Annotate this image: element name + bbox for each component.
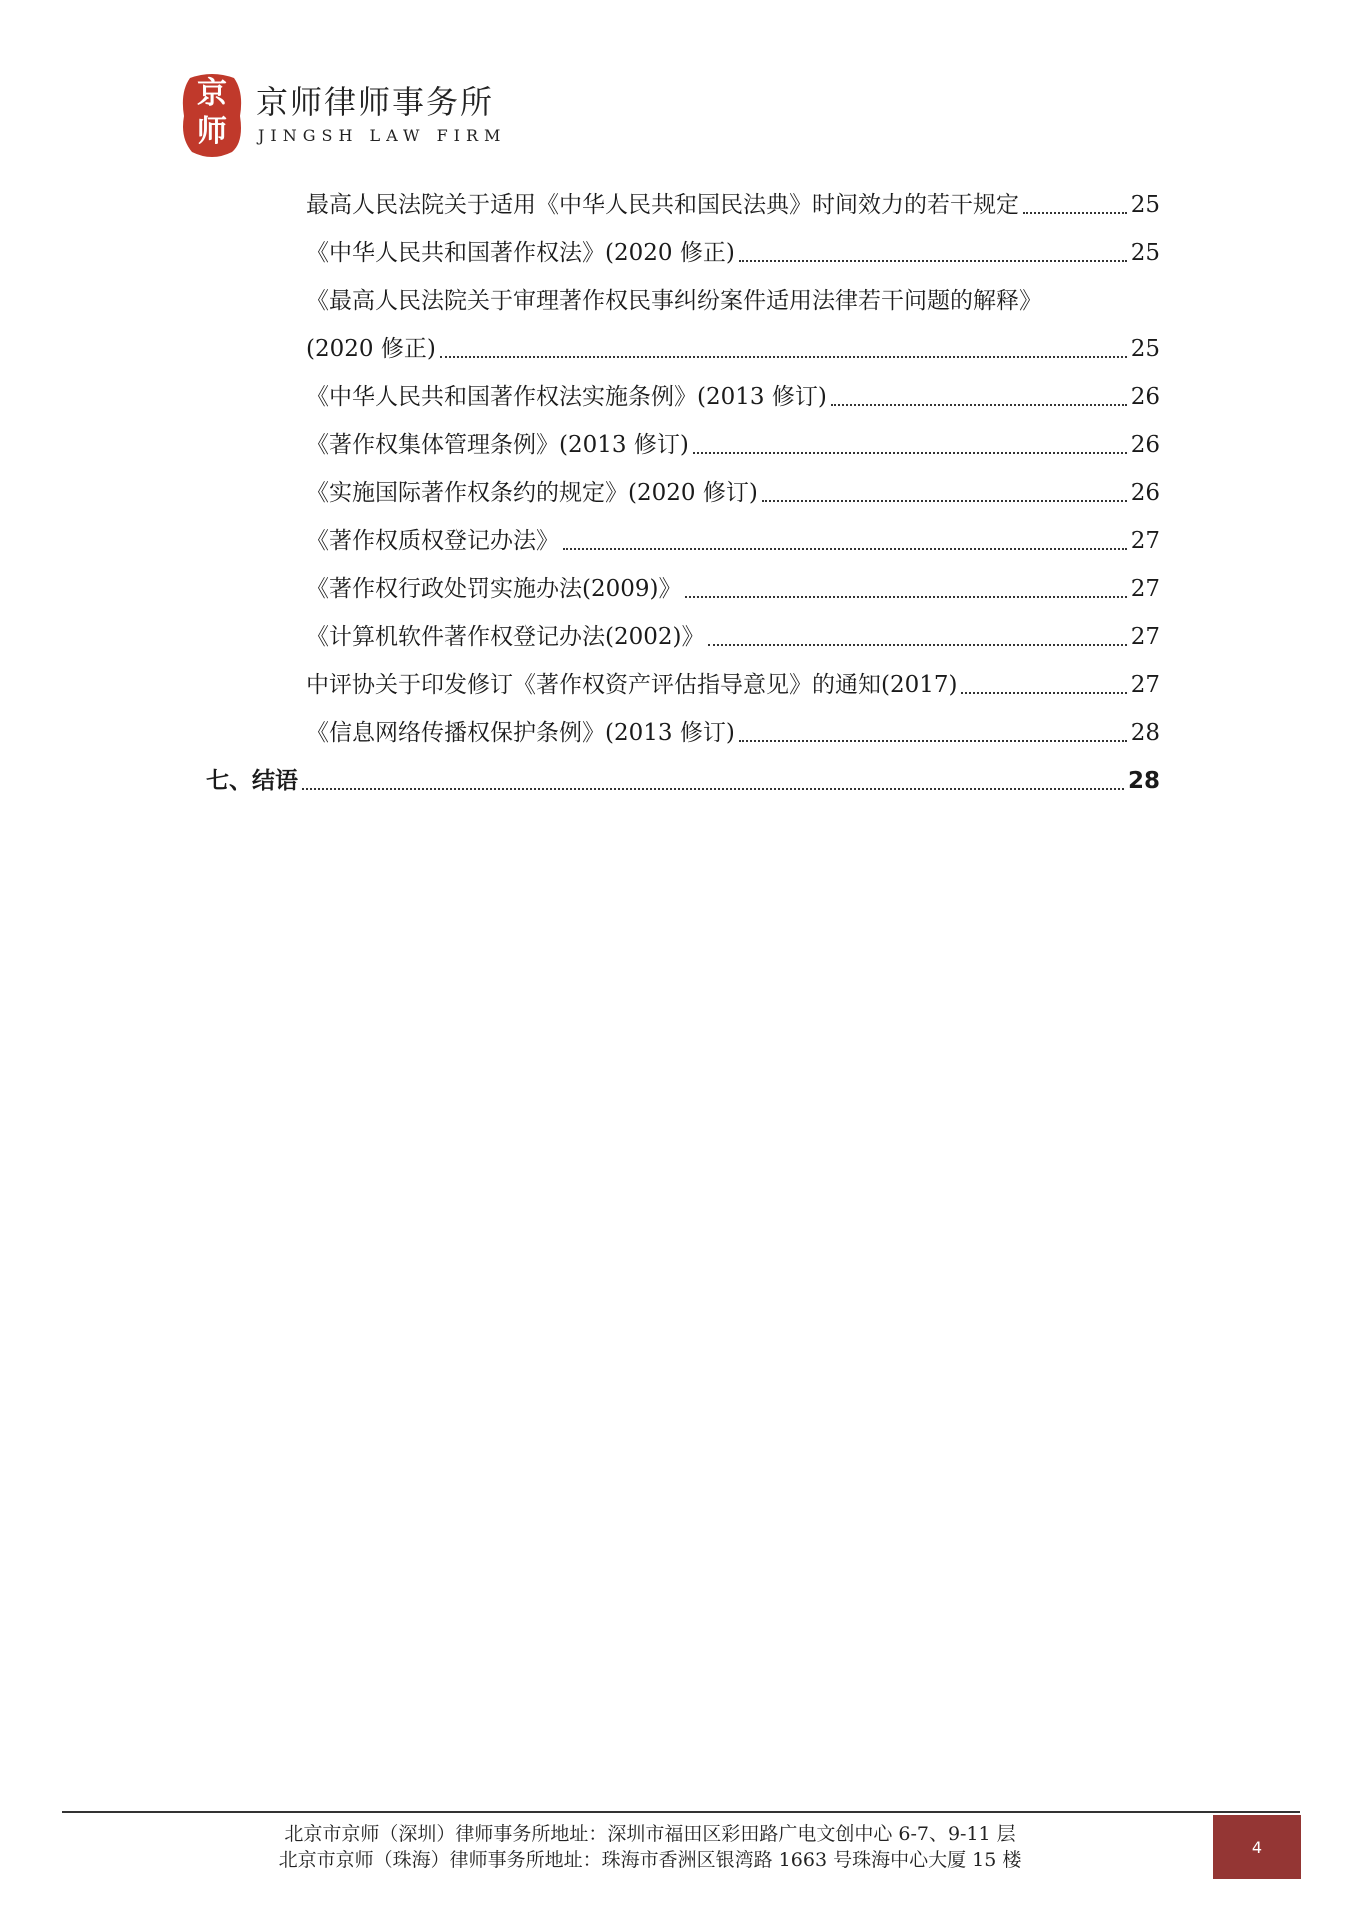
toc-leader-dots: [693, 452, 1127, 454]
toc-leader-dots: [563, 548, 1127, 550]
toc-entry-page: 27: [1130, 672, 1160, 698]
toc-leader-dots: [685, 596, 1126, 598]
toc-entry-title: 《实施国际著作权条约的规定》(2020 修订): [306, 480, 758, 506]
toc-entry[interactable]: [306, 660, 1160, 700]
toc-entry[interactable]: [306, 612, 1160, 652]
toc-entry-page: 27: [1130, 528, 1160, 554]
toc-leader-dots: [739, 260, 1127, 262]
page-number-badge: [1213, 1815, 1301, 1879]
toc-entry[interactable]: [306, 276, 1160, 316]
footer-address-shenzhen: 北京市京师（深圳）律师事务所地址：深圳市福田区彩田路广电文创中心 6-7、9-11 层: [284, 1823, 1016, 1845]
toc-entry-page: 27: [1130, 624, 1160, 650]
toc-entry[interactable]: [306, 708, 1160, 748]
toc-leader-dots: [831, 404, 1127, 406]
toc-leader-dots: [708, 644, 1126, 646]
toc-entry[interactable]: [306, 420, 1160, 460]
toc-entry-title: 《计算机软件著作权登记办法(2002)》: [306, 624, 705, 650]
toc-leader-dots: [302, 788, 1124, 790]
toc-leader-dots: [440, 356, 1127, 358]
toc-leader-dots: [739, 740, 1127, 742]
toc-leader-dots: [762, 500, 1127, 502]
toc-entry-page: 25: [1130, 336, 1160, 362]
toc-entry[interactable]: [306, 372, 1160, 412]
toc-entry-page: 26: [1130, 480, 1160, 506]
toc-entry[interactable]: [306, 516, 1160, 556]
footer-divider: [62, 1811, 1300, 1813]
toc-entry[interactable]: [306, 564, 1160, 604]
toc-entry[interactable]: [306, 228, 1160, 268]
toc-entry-page: 26: [1130, 432, 1160, 458]
toc-entry-page: 28: [1130, 720, 1160, 746]
toc-entry-title: 中评协关于印发修订《著作权资产评估指导意见》的通知(2017): [306, 672, 958, 698]
toc-entry-title: 《著作权质权登记办法》: [306, 528, 559, 554]
toc-entry-page: 25: [1130, 192, 1160, 218]
toc-entry-page: 26: [1130, 384, 1160, 410]
toc-entry-title: 《中华人民共和国著作权法实施条例》(2013 修订): [306, 384, 827, 410]
toc-entry-title: (2020 修正): [306, 336, 436, 362]
firm-name-cn: 京师律师事务所: [256, 83, 495, 121]
toc-entry-title: 《中华人民共和国著作权法》(2020 修正): [306, 240, 735, 266]
toc-entry-page: 27: [1130, 576, 1160, 602]
toc-leader-dots: [1023, 212, 1127, 214]
seal-char-2: 师: [197, 114, 227, 149]
firm-name-en: JINGSH LAW FIRM: [258, 126, 507, 145]
toc-entry-title: 《著作权集体管理条例》(2013 修订): [306, 432, 689, 458]
toc-entry-title: 《信息网络传播权保护条例》(2013 修订): [306, 720, 735, 746]
footer-address-zhuhai: 北京市京师（珠海）律师事务所地址：珠海市香洲区银湾路 1663 号珠海中心大厦 15 楼: [278, 1849, 1022, 1871]
toc-entry[interactable]: [306, 468, 1160, 508]
toc-entry-title: 《著作权行政处罚实施办法(2009)》: [306, 576, 682, 602]
seal-char-1: 京: [197, 76, 227, 111]
toc-entry-continuation[interactable]: [306, 324, 1160, 364]
page-number: 4: [1251, 1837, 1263, 1857]
toc-section-page: 28: [1127, 768, 1160, 794]
toc-leader-dots: [961, 692, 1126, 694]
toc-section-heading[interactable]: [206, 756, 1160, 796]
toc-entry-title: 《最高人民法院关于审理著作权民事纠纷案件适用法律若干问题的解释》: [306, 288, 1042, 314]
toc-entry[interactable]: [306, 180, 1160, 220]
toc-entry-page: 25: [1130, 240, 1160, 266]
toc-section-title: 七、结语: [206, 768, 298, 794]
toc-entry-title: 最高人民法院关于适用《中华人民共和国民法典》时间效力的若干规定: [306, 192, 1019, 218]
